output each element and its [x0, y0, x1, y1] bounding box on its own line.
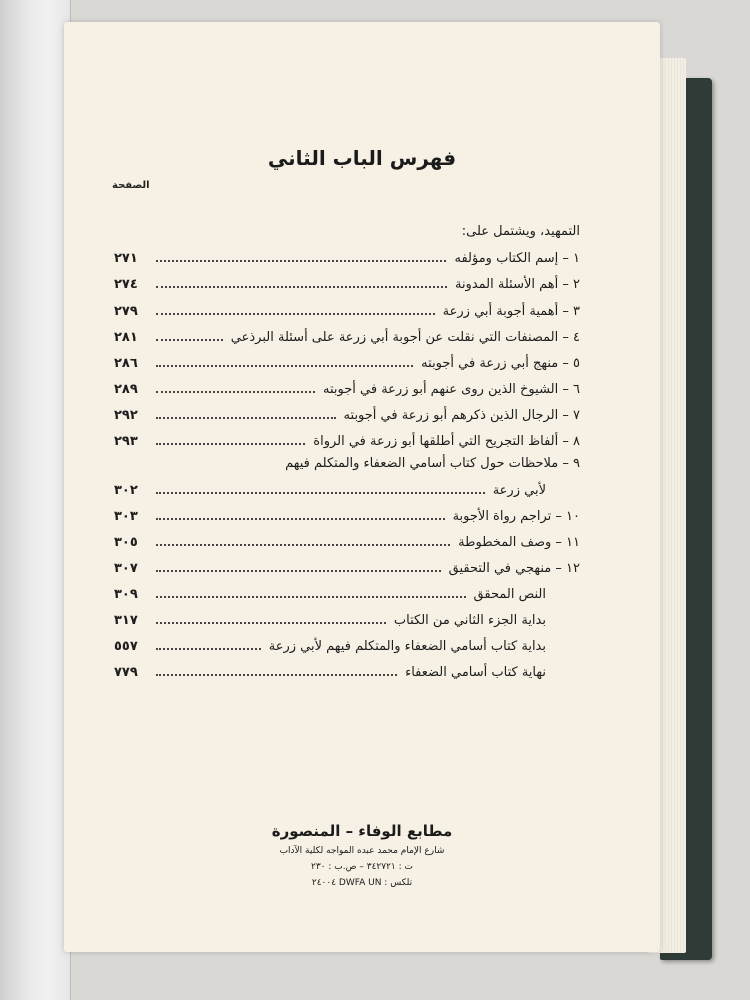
- leader-dots: [156, 664, 397, 676]
- toc-page-number: ٣٠٣: [114, 509, 138, 524]
- leader-dots: [156, 329, 223, 341]
- toc-page-number: ٢٨٦: [114, 356, 138, 371]
- intro-line: التمهيد، ويشتمل على:: [461, 224, 580, 239]
- toc-entry-text: ١١ – وصف المخطوطة: [458, 535, 580, 550]
- toc-entry: [114, 407, 580, 429]
- leader-dots: [156, 560, 441, 572]
- toc-entry: [114, 355, 580, 377]
- toc-page-number: ٢٧١: [114, 251, 138, 266]
- toc-entry: [114, 612, 546, 634]
- printer-imprint: [64, 822, 660, 888]
- toc-entry: [114, 534, 580, 556]
- toc-entry-text: ١ – إسم الكتاب ومؤلفه: [454, 251, 580, 266]
- page-column-header: الصفحة: [112, 180, 150, 191]
- toc-entry-text: النص المحقق: [473, 587, 546, 602]
- toc-entry-text: ٣ – أهمية أجوبة أبي زرعة: [442, 304, 580, 319]
- toc-page-number: ٣٠٥: [114, 535, 138, 550]
- toc-entry-text: ١٠ – تراجم رواة الأجوبة: [452, 509, 580, 524]
- leader-dots: [156, 534, 450, 546]
- toc-entry: [114, 664, 546, 686]
- toc-entry: [114, 250, 580, 272]
- toc-entry: [114, 482, 546, 504]
- toc-entry-text: ٨ – ألفاظ التجريح التي أطلقها أبو زرعة في الرواة: [313, 434, 580, 449]
- toc-entry: [114, 638, 546, 660]
- page-title: فهرس الباب الثاني: [267, 146, 457, 170]
- leader-dots: [156, 482, 485, 494]
- leader-dots: [156, 276, 447, 288]
- leader-dots: [156, 303, 435, 315]
- toc-entry-text: ٤ – المصنفات التي نقلت عن أجوبة أبي زرعة على أسئلة البرذعي: [230, 330, 580, 345]
- toc-entry: [114, 329, 580, 351]
- leader-dots: [156, 508, 445, 520]
- toc-page-number: ٢٩٣: [114, 434, 138, 449]
- leader-dots: [156, 381, 315, 393]
- toc-entry-text: ٢ – أهم الأسئلة المدونة: [454, 277, 580, 292]
- toc-page-number: ٣٠٢: [114, 483, 138, 498]
- toc-page-number: ٢٧٤: [114, 277, 138, 292]
- leader-dots: [156, 433, 305, 445]
- toc-entry-text: بداية كتاب أسامي الضعفاء والمتكلم فيهم لأبي زرعة: [268, 639, 546, 654]
- toc-entry: [114, 303, 580, 325]
- leader-dots: [156, 612, 386, 624]
- toc-entry: [114, 508, 580, 530]
- toc-entry-text: ٥ – منهج أبي زرعة في أجوبته: [421, 356, 580, 371]
- toc-page-number: ٢٨٩: [114, 382, 138, 397]
- toc-entry-text: ٦ – الشيوخ الذين روى عنهم أبو زرعة في أجوبته: [323, 382, 580, 397]
- toc-entry: [114, 381, 580, 403]
- toc-entry-9-line1: ٩ – ملاحظات حول كتاب أسامي الضعفاء والمتكلم فيهم: [285, 456, 580, 471]
- printer-address: شارع الإمام محمد عبده المواجه لكلية الآداب: [279, 846, 445, 856]
- toc-entry-text: نهاية كتاب أسامي الضعفاء: [405, 665, 546, 680]
- toc-page-number: ٢٧٩: [114, 304, 138, 319]
- toc-entry-text: ٧ – الرجال الذين ذكرهم أبو زرعة في أجوبته: [343, 408, 580, 423]
- toc-page-number: ٧٧٩: [114, 665, 138, 680]
- toc-entry-text: بداية الجزء الثاني من الكتاب: [393, 613, 546, 628]
- printer-phone: ت : ٣٤٢٧٢١ – ص.ب : ٢٣٠: [311, 862, 413, 872]
- toc-page-number: ٣١٧: [114, 613, 138, 628]
- toc-entry: [114, 433, 580, 455]
- toc-page-number: ٢٨١: [114, 330, 138, 345]
- book-page: [64, 22, 660, 952]
- toc-entry: [114, 276, 580, 298]
- toc-page-number: ٣٠٩: [114, 587, 138, 602]
- toc-page-number: ٢٩٢: [114, 408, 138, 423]
- toc-entry: [114, 560, 580, 582]
- toc-page-number: ٣٠٧: [114, 561, 138, 576]
- leader-dots: [156, 355, 413, 367]
- toc-entry-text: لأبي زرعة: [492, 483, 546, 498]
- printer-name: مطابع الوفاء – المنصورة: [271, 822, 453, 840]
- leader-dots: [156, 586, 466, 598]
- printer-telex: تلكس : DWFA UN ٢٤٠٠٤: [311, 878, 413, 888]
- leader-dots: [156, 638, 261, 650]
- toc-page-number: ٥٥٧: [114, 639, 138, 654]
- leader-dots: [156, 407, 336, 419]
- toc-entry: [114, 586, 546, 608]
- toc-entry-text: ١٢ – منهجي في التحقيق: [448, 561, 580, 576]
- previous-page-stack: [0, 0, 71, 1000]
- leader-dots: [156, 250, 446, 262]
